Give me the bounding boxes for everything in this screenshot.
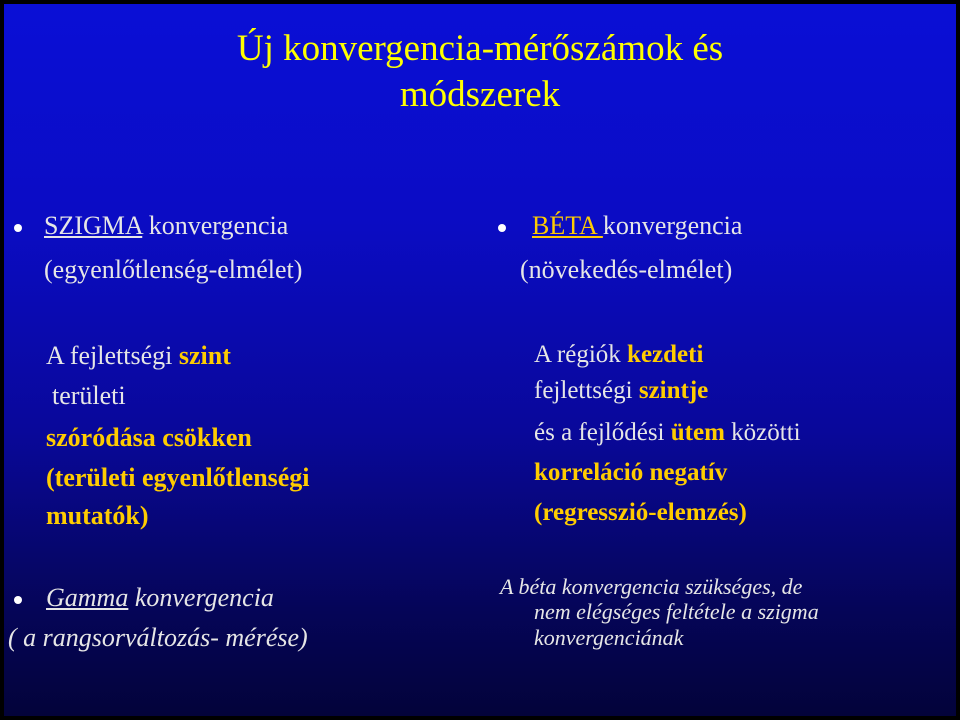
beta-desc-2a: fejlettségi: [534, 377, 639, 404]
beta-desc-3b: ütem: [670, 419, 725, 446]
beta-note-line-1: A béta konvergencia szükséges, de: [500, 574, 803, 599]
slide: [4, 4, 956, 716]
beta-note-line-3: konvergenciának: [534, 624, 684, 650]
sigma-rest: konvergencia: [148, 211, 289, 240]
beta-desc-line-3: [534, 418, 801, 448]
beta-term: BÉTA: [532, 211, 603, 240]
beta-note-line-2: nem elégséges feltétele a szigma: [534, 599, 819, 625]
sigma-desc-line-4: (területi egyenlőtlenségi: [46, 463, 310, 492]
beta-desc-3a: és a fejlődési: [534, 419, 671, 446]
beta-heading: [532, 210, 742, 241]
gamma-rest: konvergencia: [128, 583, 274, 612]
bullet-gamma: [14, 596, 22, 604]
sigma-subtitle: (egyenlőtlenség-elmélet): [44, 255, 303, 284]
sigma-desc-line-1: [46, 340, 231, 371]
title-line-2: módszerek: [399, 74, 561, 116]
sigma-desc-line-5: mutatók): [46, 501, 149, 530]
beta-desc-line-2: [534, 376, 708, 406]
bullet-sigma: [14, 224, 22, 232]
beta-desc-2b: szintje: [638, 377, 709, 404]
beta-subtitle: (növekedés-elmélet): [520, 255, 733, 284]
beta-desc-line-4: korreláció negatív: [534, 459, 728, 486]
beta-desc-line-1: [534, 340, 703, 370]
sigma-desc-line-2: területi: [52, 381, 126, 410]
sigma-desc-a: A fejlettségi: [46, 341, 179, 370]
title-line-1: Új konvergencia-mérőszámok és: [236, 28, 724, 69]
sigma-desc-line-3: szóródása csökken: [46, 423, 252, 452]
sigma-desc-szint: szint: [178, 341, 231, 370]
beta-rest: konvergencia: [602, 211, 743, 240]
slide-title: [4, 26, 956, 119]
gamma-term: Gamma: [46, 583, 129, 612]
beta-desc-1a: A régiók: [534, 341, 628, 368]
gamma-heading: [46, 582, 274, 613]
sigma-term: SZIGMA: [44, 211, 143, 240]
gamma-subtitle: ( a rangsorváltozás- mérése): [8, 623, 308, 652]
beta-desc-line-5: (regresszió-elemzés): [534, 499, 747, 526]
beta-desc-3c: közötti: [724, 419, 801, 446]
beta-note: [500, 574, 819, 650]
bullet-beta: [498, 224, 506, 232]
sigma-heading: [44, 210, 288, 241]
beta-desc-1b: kezdeti: [627, 341, 704, 368]
